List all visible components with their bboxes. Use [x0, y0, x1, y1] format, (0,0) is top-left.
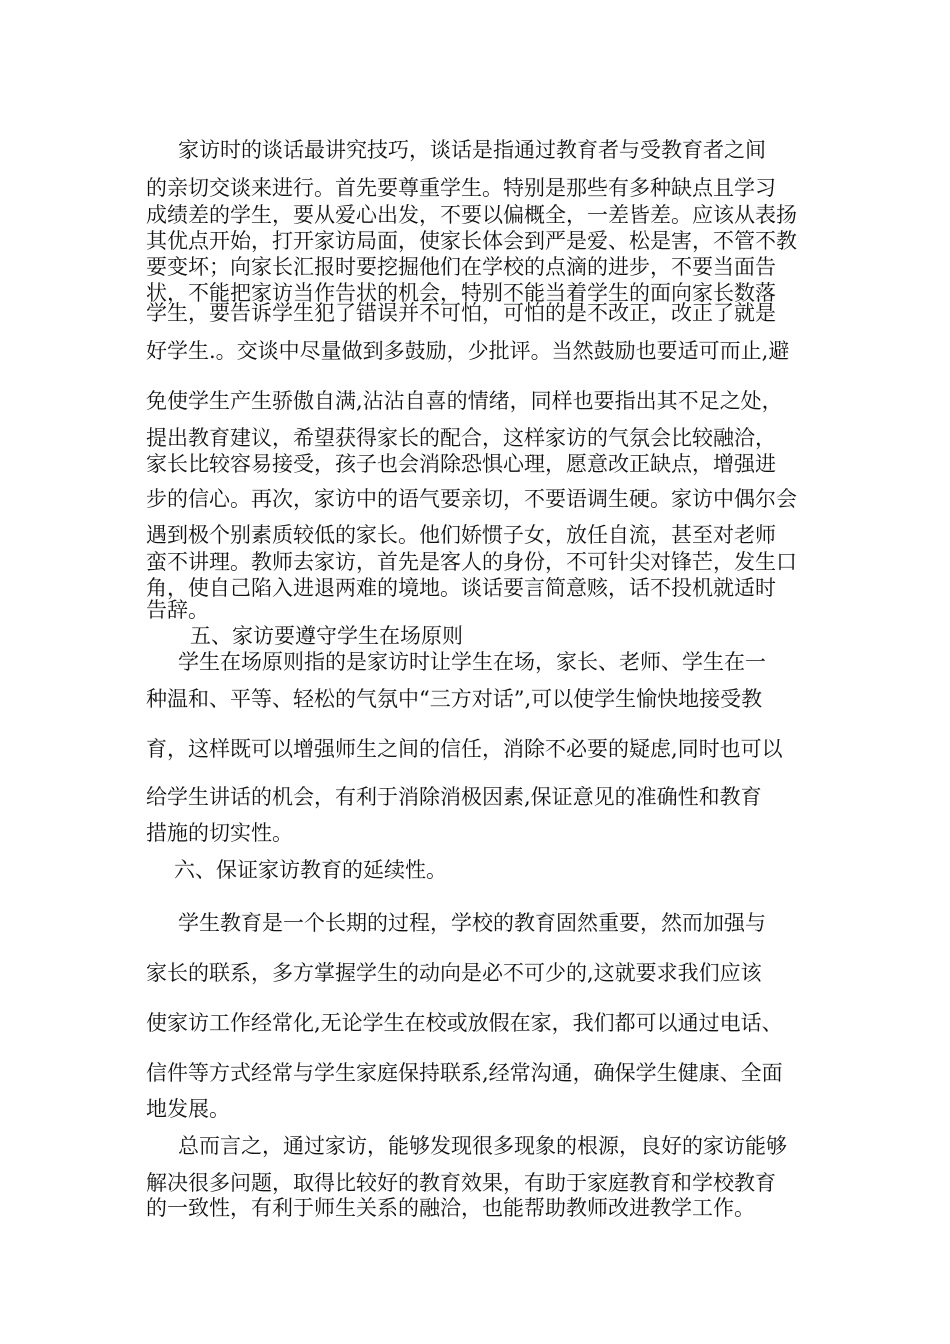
text-line: 好学生.。交谈中尽量做到多鼓励，少批评。当然鼓励也要适可而止,避 — [146, 339, 790, 363]
text-line: 学生教育是一个长期的过程，学校的教育固然重要，然而加强与 — [178, 911, 766, 935]
text-line: 提出教育建议，希望获得家长的配合，这样家访的气氛会比较融洽， — [146, 426, 776, 450]
section-heading: 五、家访要遵守学生在场原则 — [190, 624, 463, 648]
text-line: 学生，要告诉学生犯了错误并不可怕，可怕的是不改正，改正了就是 — [146, 301, 776, 325]
text-line: 免使学生产生骄傲自满,沾沾自喜的情绪，同样也要指出其不足之处， — [146, 389, 783, 413]
text-line: 状，不能把家访当作告状的机会，特别不能当着学生的面向家长数落 — [146, 281, 776, 305]
section-heading: 六、保证家访教育的延续性。 — [174, 858, 447, 882]
text-line: 家访时的谈话最讲究技巧，谈话是指通过教育者与受教育者之间 — [178, 138, 766, 162]
text-line: 成绩差的学生，要从爱心出发，不要以偏概全，一差皆差。应该从表扬 — [146, 203, 797, 227]
text-line: 总而言之，通过家访，能够发现很多现象的根源，良好的家访能够 — [178, 1134, 787, 1158]
text-line: 给学生讲话的机会，有利于消除消极因素,保证意见的准确性和教育 — [146, 785, 762, 809]
text-line: 解决很多问题，取得比较好的教育效果，有助于家庭教育和学校教育 — [146, 1171, 776, 1195]
text-line: 步的信心。再次，家访中的语气要亲切，不要语调生硬。家访中偶尔会 — [146, 487, 797, 511]
text-line: 地发展。 — [146, 1097, 230, 1121]
text-line: 育，这样既可以增强师生之间的信任，消除不必要的疑虑,同时也可以 — [146, 737, 783, 761]
text-line: 信件等方式经常与学生家庭保持联系,经常沟通，确保学生健康、全面 — [146, 1061, 783, 1085]
text-line: 使家访工作经常化,无论学生在校或放假在家，我们都可以通过电话、 — [146, 1011, 783, 1035]
text-line: 蛮不讲理。教师去家访，首先是客人的身份，不可针尖对锋芒，发生口 — [146, 550, 797, 574]
text-line: 学生在场原则指的是家访时让学生在场，家长、老师、学生在一 — [178, 650, 766, 674]
text-line: 的亲切交谈来进行。首先要尊重学生。特别是那些有多种缺点且学习 — [146, 176, 776, 200]
text-line: 措施的切实性。 — [146, 821, 293, 845]
text-line: 角，使自己陷入进退两难的境地。谈话要言简意赅，话不投机就适时 — [146, 576, 776, 600]
text-line: 种温和、平等、轻松的气氛中“三方对话”,可以使学生愉快地接受教 — [146, 687, 763, 711]
text-line: 的一致性，有利于师生关系的融洽，也能帮助教师改进教学工作。 — [146, 1196, 755, 1220]
text-line: 遇到极个别素质较低的家长。他们娇惯子女，放任自流，甚至对老师 — [146, 523, 776, 547]
text-line: 其优点开始，打开家访局面，使家长体会到严是爱、松是害，不管不教 — [146, 229, 797, 253]
text-line: 家长的联系，多方掌握学生的动向是必不可少的,这就要求我们应该 — [146, 961, 762, 985]
text-line: 要变坏；向家长汇报时要挖掘他们在学校的点滴的进步，不要当面告 — [146, 255, 776, 279]
text-line: 家长比较容易接受，孩子也会消除恐惧心理，愿意改正缺点，增强进 — [146, 452, 776, 476]
text-line: 告辞。 — [146, 598, 209, 622]
